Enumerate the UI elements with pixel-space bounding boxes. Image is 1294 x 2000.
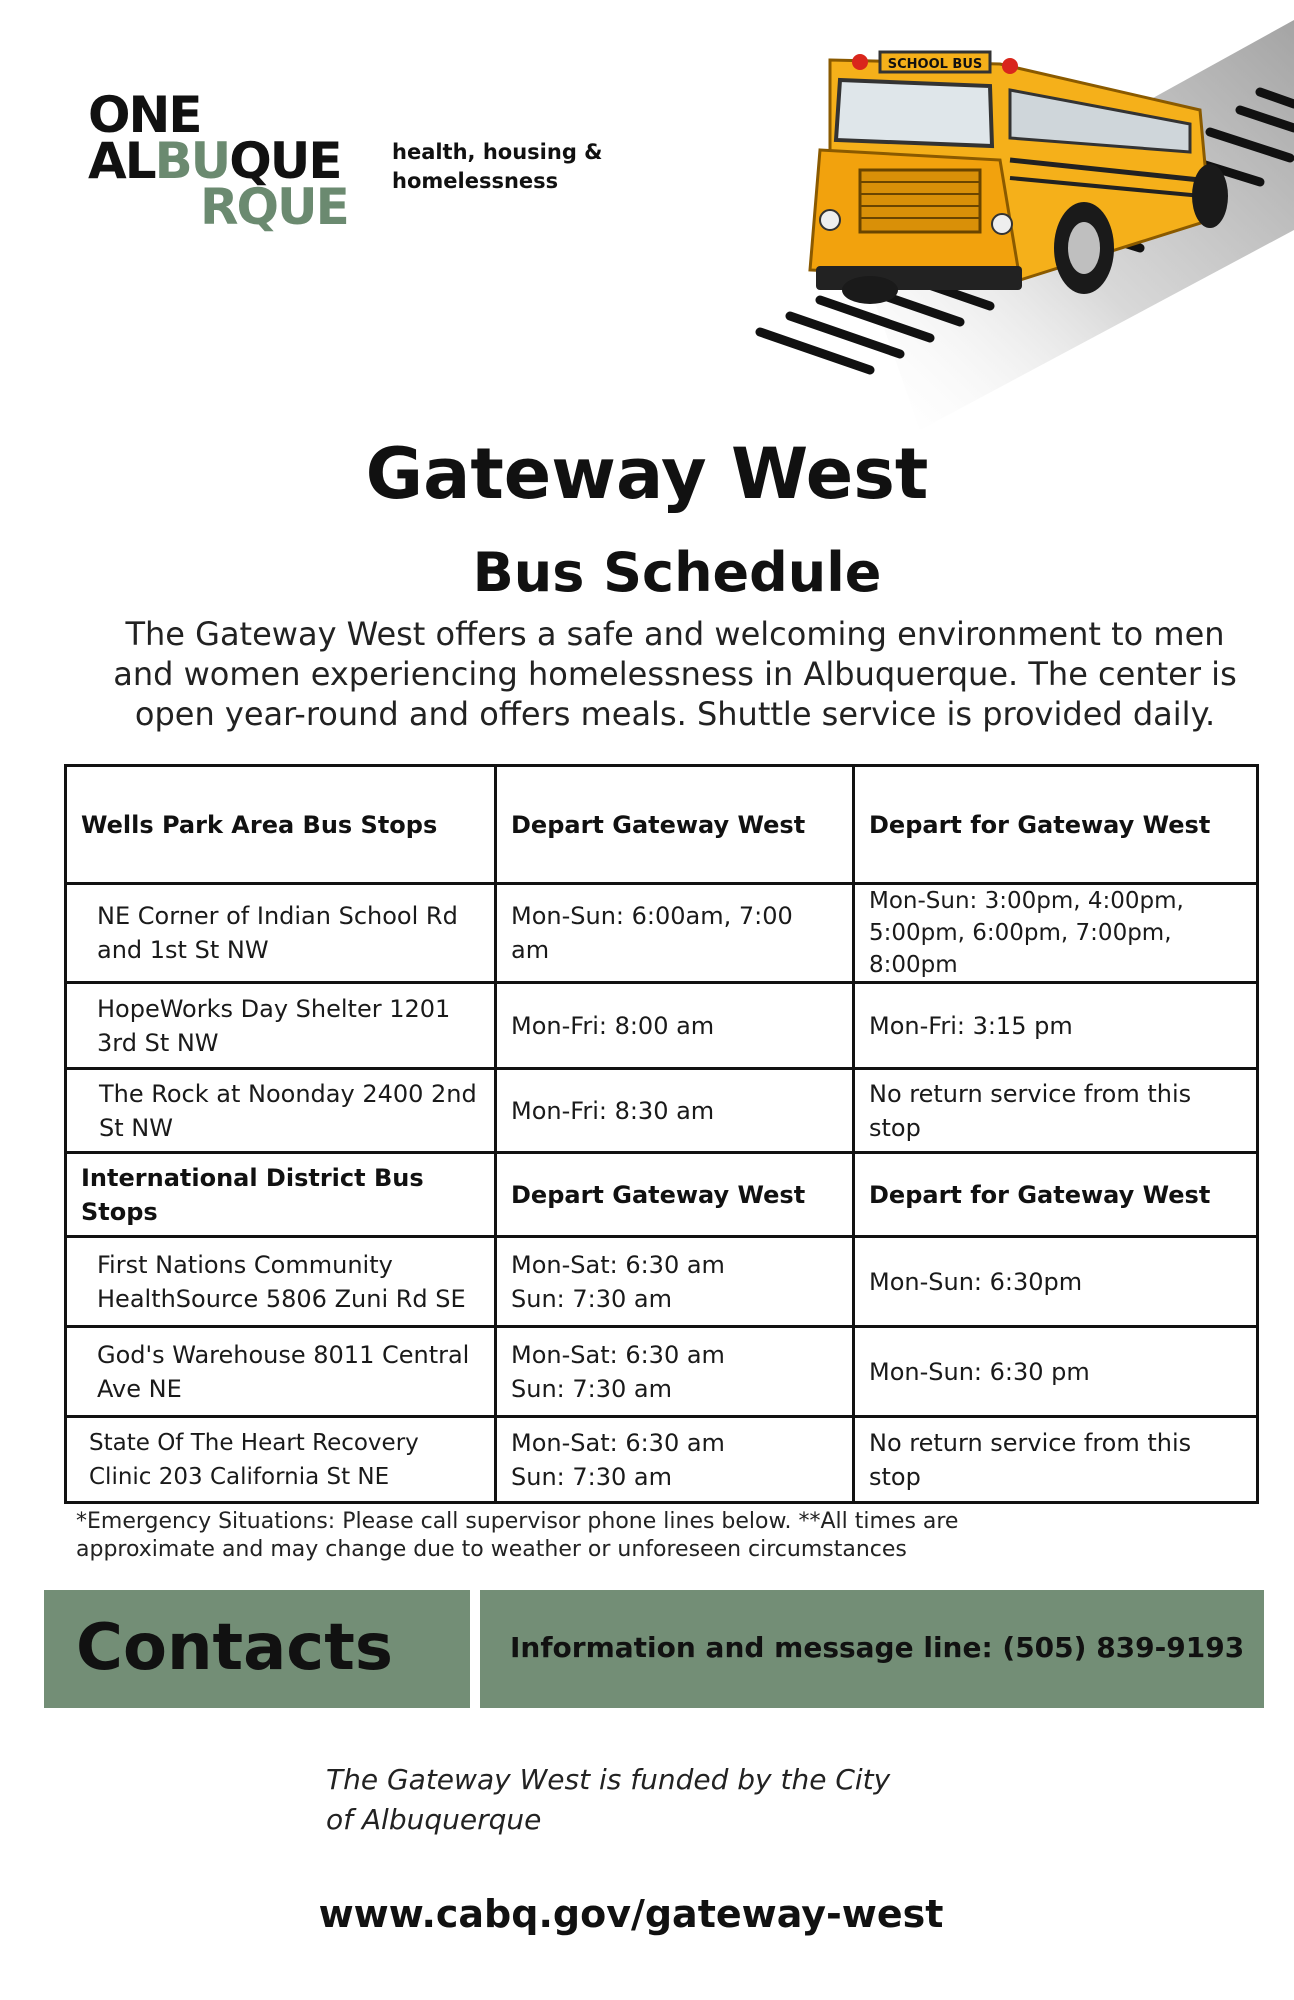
intl-header-depart: Depart Gateway West <box>496 1153 854 1237</box>
depart-cell <box>496 1417 854 1503</box>
return-cell: Mon-Sun: 6:30pm <box>854 1237 1258 1327</box>
return-cell: Mon-Sun: 3:00pm, 4:00pm, 5:00pm, 6:00pm, 7:00pm, 8:00pm <box>854 884 1258 983</box>
intl-header-stops: International District Bus Stops <box>66 1153 496 1237</box>
logo-bu: BU <box>154 132 230 190</box>
depart-weekday: Mon-Sat: 6:30 am <box>511 1250 725 1279</box>
stop-cell: God's Warehouse 8011 Central Ave NE <box>66 1327 496 1417</box>
stop-cell: HopeWorks Day Shelter 1201 3rd St NW <box>66 983 496 1069</box>
logo-line-rque: RQUE <box>200 178 348 236</box>
table-header-row <box>66 1153 1258 1237</box>
depart-weekday: Mon-Sat: 6:30 am <box>511 1340 725 1369</box>
wells-header-return: Depart for Gateway West <box>854 766 1258 884</box>
table-header-row <box>66 766 1258 884</box>
website-url[interactable]: www.cabq.gov/gateway-west <box>318 1892 944 1936</box>
stop-cell: The Rock at Noonday 2400 2nd St NW <box>66 1069 496 1153</box>
depart-weekday: Mon-Sat: 6:30 am <box>511 1428 725 1457</box>
depart-cell: Mon-Sun: 6:00am, 7:00 am <box>496 884 854 983</box>
table-row <box>66 1327 1258 1417</box>
return-cell: No return service from this stop <box>854 1069 1258 1153</box>
intro-paragraph: The Gateway West offers a safe and welcoming environment to men and women experiencing homelessness in Albuquerque. The center is open year-round and offers meals. Shuttle service is provided daily. <box>113 615 1237 733</box>
logo-al: AL <box>88 132 155 190</box>
depart-cell <box>496 1237 854 1327</box>
depart-sunday: Sun: 7:30 am <box>511 1374 672 1403</box>
wells-header-stops: Wells Park Area Bus Stops <box>66 766 496 884</box>
logo-line-one: ONE <box>88 86 201 144</box>
page-subtitle: Bus Schedule <box>472 541 882 604</box>
depart-cell: Mon-Fri: 8:00 am <box>496 983 854 1069</box>
depart-cell <box>496 1327 854 1417</box>
info-line-text: Information and message line: (505) 839-9193 <box>510 1631 1245 1664</box>
school-bus-illustration <box>720 20 1294 440</box>
table-row <box>66 1069 1258 1153</box>
return-cell: Mon-Sun: 6:30 pm <box>854 1327 1258 1417</box>
stop-cell: NE Corner of Indian School Rd and 1st St NW <box>66 884 496 983</box>
wells-header-depart: Depart Gateway West <box>496 766 854 884</box>
depart-sunday: Sun: 7:30 am <box>511 1462 672 1491</box>
table-row <box>66 1417 1258 1503</box>
logo-que: QUE <box>229 132 341 190</box>
depart-cell: Mon-Fri: 8:30 am <box>496 1069 854 1153</box>
table-row <box>66 1237 1258 1327</box>
depart-sunday: Sun: 7:30 am <box>511 1284 672 1313</box>
return-cell: No return service from this stop <box>854 1417 1258 1503</box>
tagline: health, housing & homelessness <box>392 140 603 193</box>
emergency-note: *Emergency Situations: Please call supervisor phone lines below. **All times are approximate and may change due to weather or unforeseen circumstances <box>76 1509 959 1562</box>
table-row <box>66 884 1258 983</box>
schedule-table <box>64 764 1259 1504</box>
page-title: Gateway West <box>365 433 929 515</box>
table-row <box>66 983 1258 1069</box>
intl-header-return: Depart for Gateway West <box>854 1153 1258 1237</box>
bus-sign: SCHOOL BUS <box>887 57 983 72</box>
funding-note: The Gateway West is funded by the City of Albuquerque <box>326 1763 891 1836</box>
stop-cell: First Nations Community HealthSource 5806 Zuni Rd SE <box>66 1237 496 1327</box>
return-cell: Mon-Fri: 3:15 pm <box>854 983 1258 1069</box>
contacts-heading: Contacts <box>76 1611 393 1685</box>
stop-cell: State Of The Heart Recovery Clinic 203 California St NE <box>66 1417 496 1503</box>
